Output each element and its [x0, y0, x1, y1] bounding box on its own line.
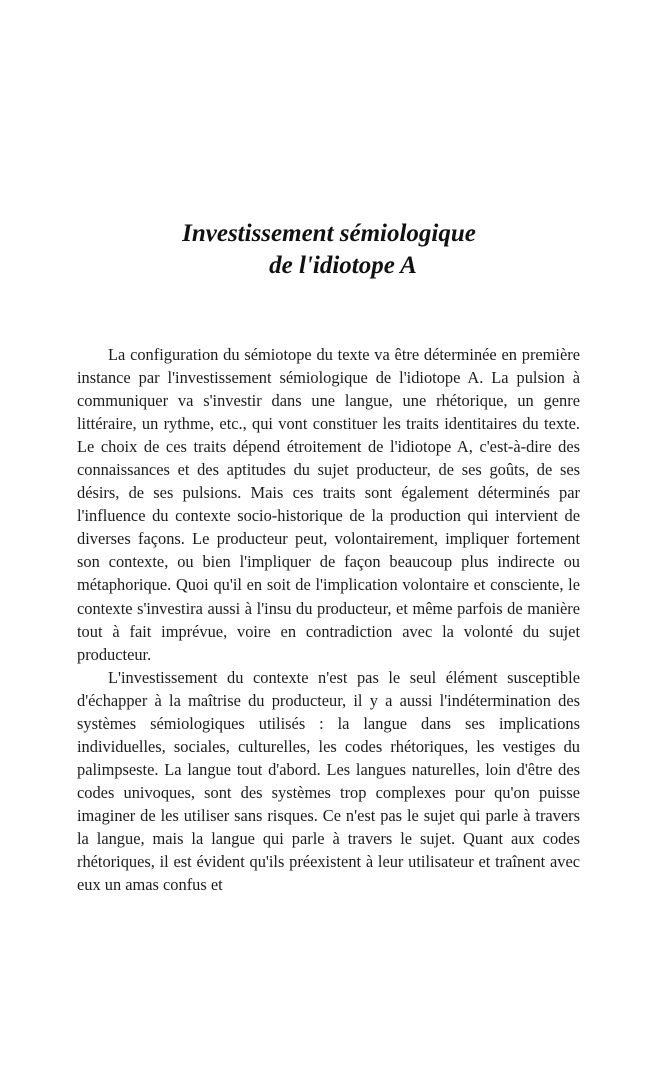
body-text	[77, 343, 580, 896]
chapter-title-line-1: Investissement sémiologique	[182, 220, 476, 247]
chapter-title-line-2: de l'idiotope A	[269, 252, 417, 279]
paragraph-2: L'investissement du contexte n'est pas le seul élément susceptible d'échapper à la maîtrise du producteur, il y a aussi l'indétermination des systèmes sémiologiques utilisés : la langue dans ses implications individuelles, sociales, culturelles, les codes rhétoriques, les vestiges du palimpseste. La langue tout d'abord. Les langues naturelles, loin d'être des codes univoques, sont des systèmes trop complexes pour qu'on puisse imaginer de les utiliser sans risques. Ce n'est pas le sujet qui parle à travers la langue, mais la langue qui parle à travers le sujet. Quant aux codes rhétoriques, il est évident qu'ils préexistent à leur utilisateur et traînent avec eux un amas confus et	[77, 667, 580, 895]
paragraph-1: La configuration du sémiotope du texte va être déterminée en première instance par l'investissement sémiologique de l'idiotope A. La pulsion à communiquer va s'investir dans une langue, une rhétorique, un genre littéraire, un rythme, etc., qui vont constituer les traits identitaires du texte. Le choix de ces traits dépend étroitement de l'idiotope A, c'est-à-dire des connaissances et des aptitudes du sujet producteur, de ses goûts, de ses désirs, de ses pulsions. Mais ces traits sont également déterminés par l'influence du contexte socio-historique de la production qui intervient de diverses façons. Le producteur peut, volontairement, impliquer fortement son contexte, ou bien l'impliquer de façon beaucoup plus indirecte ou métaphorique. Quoi qu'il en soit de l'implication volontaire et consciente, le contexte s'investira aussi à l'insu du producteur, et même parfois de manière tout à fait imprévue, voire en contradiction avec la volonté du sujet producteur.	[77, 345, 580, 664]
chapter-title	[0, 218, 650, 282]
